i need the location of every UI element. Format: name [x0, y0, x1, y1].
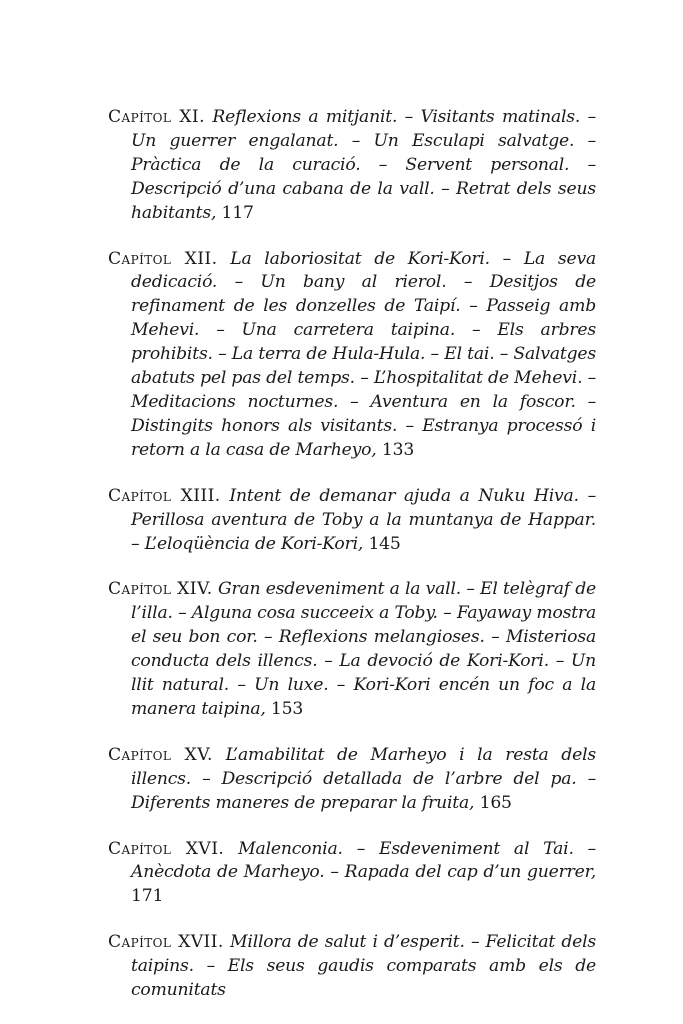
chapter-label: Capítol XIV.	[108, 579, 213, 600]
chapter-summary: L’amabilitat de Marheyo i la resta dels illencs. – Descripció detallada de l’arbre del pa. – Diferents maneres de preparar la fruita,	[131, 744, 596, 813]
chapter-label: Capítol XII.	[108, 248, 218, 269]
toc-entry-chapter-11	[108, 106, 596, 226]
page-number: 145	[368, 533, 401, 554]
chapter-label: Capítol XI.	[108, 107, 205, 127]
chapter-summary: Malenconia. – Esdeveniment al Tai. – Anècdota de Marheyo. – Rapada del cap d’un guerrer,	[131, 838, 597, 883]
chapter-summary: Reflexions a mitjanit. – Visitants matinals. – Un guerrer engalanat. – Un Esculapi salvatge. – Pràctica de la curació. – Servent personal. – Descripció d’una cabana de la vall. – Retrat dels seus habitants,	[131, 107, 596, 223]
page-number: 165	[479, 792, 512, 813]
page-number: 133	[381, 439, 415, 460]
toc-entry-chapter-17	[108, 931, 596, 1003]
chapter-label: Capítol XVII.	[108, 932, 224, 953]
table-of-contents	[108, 106, 596, 1003]
page-number: 153	[270, 698, 304, 719]
page-number: 117	[221, 202, 254, 223]
chapter-label: Capítol XIII.	[108, 485, 221, 506]
chapter-summary: Gran esdeveniment a la vall. – El telègraf de l’illa. – Alguna cosa succeeix a Toby. – Fayaway mostra el seu bon cor. – Reflexions melangioses. – Misteriosa conducta dels illencs. – La devoció de Kori-Kori. – Un llit natural. – Un luxe. – Kori-Kori encén un foc a la manera taipina,	[131, 579, 596, 719]
chapter-summary: Intent de demanar ajuda a Nuku Hiva. – Perillosa aventura de Toby a la muntanya de Happar. – L’eloqüència de Kori-Kori,	[131, 485, 596, 554]
chapter-summary: Millora de salut i d’esperit. – Felicitat dels taipins. – Els seus gaudis comparats amb els de comunitats	[131, 932, 597, 1001]
chapter-label: Capítol XV.	[108, 744, 213, 765]
toc-entry-chapter-13	[108, 485, 596, 557]
toc-entry-chapter-16	[108, 838, 596, 910]
toc-entry-chapter-12	[108, 248, 596, 463]
chapter-summary: La laboriositat de Kori-Kori. – La seva dedicació. – Un bany al rierol. – Desitjos de refinament de les donzelles de Taipí. – Passeig amb Mehevi. – Una carretera taipina. – Els arbres prohibits. – La terra de Hula-Hula. – El tai. – Salvatges abatuts pel pas del temps. – L’hospitalitat de Mehevi. – Meditacions nocturnes. – Aventura en la foscor. – Distingits honors als visitants. – Estranya processó i retorn a la casa de Marheyo,	[131, 248, 597, 460]
page-number: 171	[131, 886, 164, 907]
toc-entry-chapter-14	[108, 578, 596, 721]
toc-entry-chapter-15	[108, 744, 596, 816]
chapter-label: Capítol XVI.	[108, 838, 225, 859]
